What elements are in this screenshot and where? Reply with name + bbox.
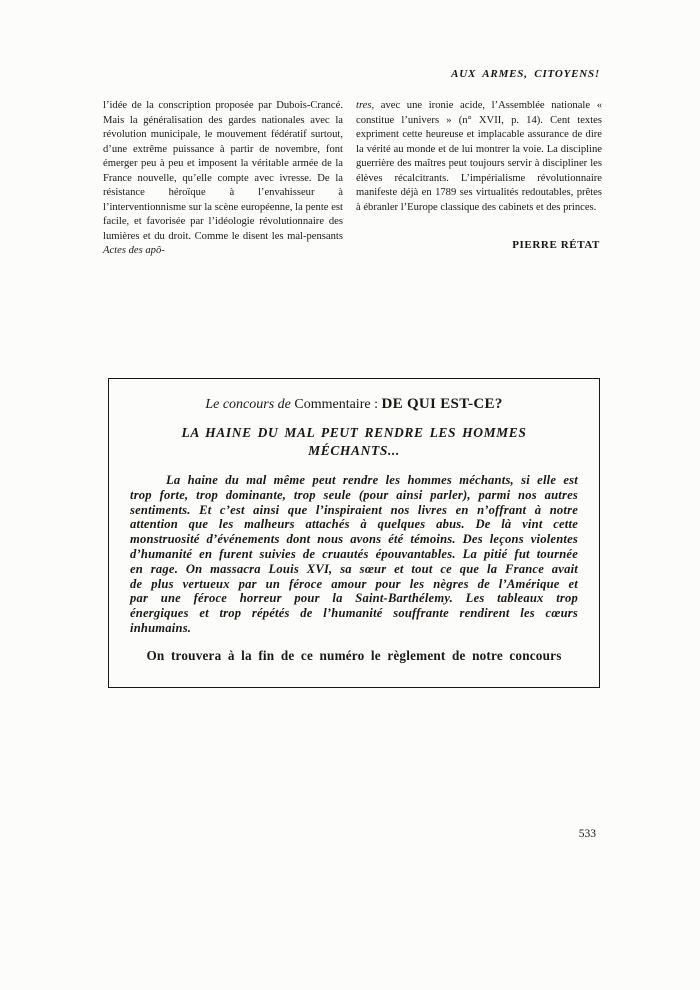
contest-closing: On trouvera à la fin de ce numéro le règlement de notre concours xyxy=(146,647,562,663)
right-column-text: avec une ironie acide, l’Assemblée nationale « constitue l’univers » (n° XVII, p. 14). Cent textes expriment cette heureuse et implacable assurance de dire la vérité au monde et de lui montrer la voie. La discipline guerrière des maîtres peut toujours servir à discipliner les élèves récalcitrants. L’impérialisme révolutionnaire manifeste déjà en 1789 ses virtualités redoutables, prêtes à ébranler l’Europe classique des cabinets et des princes. xyxy=(356,100,602,213)
right-column-italic-fragment: tres, xyxy=(356,100,375,111)
contest-title-italic: Le concours de xyxy=(205,397,291,412)
contest-title xyxy=(130,396,578,413)
contest-title-bold: DE QUI EST-CE? xyxy=(381,396,503,412)
left-column-text: l’idée de la conscription proposée par Dubois-Crancé. Mais la généralisation des gardes nationales avec la révolution municipale, le mouvement fédératif surtout, d’une extrême puissance à partir de novembre, font émerger peu à peu et imposent la véritable armée de la France nouvelle, qu’elle compte avec ivresse. De la résistance héroïque à l’envahisseur à l’interventionnisme sur la scène européenne, la pente est facile, et favorisée par l’idéologie révolutionnaire des lumières et du droit. Comme le disent les mal-pensants xyxy=(103,100,343,242)
running-head: AUX ARMES, CITOYENS! xyxy=(451,68,600,80)
left-column-italic-fragment: Actes des apô- xyxy=(103,245,165,256)
left-column xyxy=(103,99,343,259)
contest-subtitle: LA HAINE DU MAL PEUT RENDRE LES HOMMES MÉCHANTS... xyxy=(181,425,527,458)
right-column xyxy=(356,99,602,215)
author-name: PIERRE RÉTAT xyxy=(512,239,600,251)
page-number: 533 xyxy=(578,828,596,840)
contest-quote: La haine du mal même peut rendre les hommes méchants, si elle est trop forte, trop dominante, trop seule (pour ainsi parler), parmi nos autres sentiments. Et c’est ainsi que l’inspiraient nos livres en n’offrant à notre attention que les malheurs attachés à quelques abus. De là vint cette monstruosité d’événements dont nous avons été témoins. Des leçons violentes d’humanité en furent suivies de cruautés épouvantables. La pitié fut tournée en rage. On massacra Louis XVI, sa sœur et tout ce que la France avait de plus vertueux par un féroce amour pour les nègres de l’Amérique et par une féroce horreur pour la Saint-Barthélemy. Les tableaux trop énergiques et trop répétés de l’humanité souffrante rendirent les cœurs inhumains. xyxy=(130,473,578,635)
contest-box xyxy=(108,378,600,688)
contest-title-roman: Commentaire : xyxy=(290,397,382,412)
